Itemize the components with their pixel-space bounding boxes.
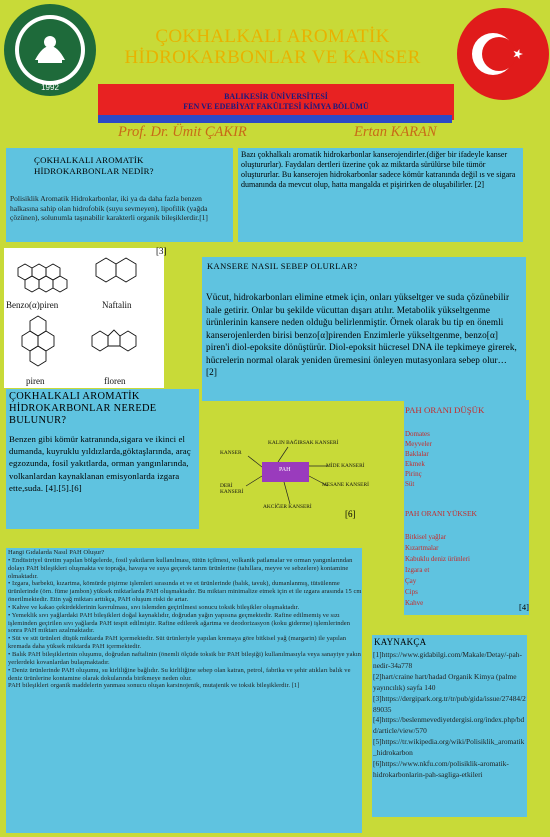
low-item: Domates (405, 430, 430, 438)
high-item: Bitkisel yağlar (405, 533, 447, 541)
reference-item[interactable]: [1]https://www.gidabilgi.com/Makale/Detay/-pah-nedir-34a778 (373, 650, 522, 670)
label-pyrene: piren (26, 376, 45, 386)
banner-stripe (98, 115, 452, 123)
section-what-is-pah (6, 148, 233, 242)
bullet-item: • Süt ve süt ürünleri düşük miktarda PAH içermektedir. Süt ürünleriyle yapılan kremaya göre bitkisel yağ (margarin) ile yapılan kremada daha yüksek miktarda PAH içermektedir. (8, 635, 347, 651)
high-item: Çay (405, 577, 417, 585)
low-item: Pirinç (405, 470, 422, 478)
section-food-formation (6, 548, 362, 833)
section-heading: ÇOKHALKALI AROMATİK HİDROKARBONLAR NEREDE BULUNUR? (9, 391, 157, 426)
references-heading: KAYNAKÇA (374, 637, 427, 647)
section-pah-levels (404, 400, 529, 615)
bullet-item: • Yemeklik sıvı yağlardaki PAH bileşikleri doğal kaynaklıdır, doğrudan yağın yapısına geçmektedir. Rafine edilmemiş ve sızı işleminden geçirilen sıvı yağlarda PAH tespit edilmiştir. Rafine edilerek ağartma ve deodorizasyon (koku giderme) işlemlerinden sonra PAH miktarı azalmaktadır. (8, 611, 351, 635)
label-skin-cancer: DERİ KANSERİ (220, 483, 244, 495)
label-cancer: KANSER (220, 450, 242, 456)
citation: [4].[5].[6] (45, 482, 82, 493)
section-heading (34, 155, 154, 177)
low-item: Baklalar (405, 450, 429, 458)
section-heading: KANSERE NASIL SEBEP OLURLAR? (207, 261, 358, 271)
body-text: PAH bileşikleri organik maddelerin yanması sonucu oluşan karsinojenik, mutajenik ve toksik bileşiklerdir. (8, 682, 290, 690)
molecule-structures (4, 248, 164, 388)
label-lung-cancer: AKCİĞER KANSERİ (263, 504, 312, 510)
molecule-citation: [3] (156, 246, 167, 256)
label-stomach-cancer: MİDE KANSERİ (326, 463, 365, 469)
molecule-drawings (4, 248, 164, 388)
high-item: Izgara et (405, 566, 430, 574)
author-student: Ertan KARAN (354, 124, 437, 140)
title-line-1: ÇOKHALKALI AROMATİK (155, 26, 390, 47)
reference-item[interactable]: [5]https://tr.wikipedia.org/wiki/Polisiklik_aromatik_hidrokarbon (373, 737, 525, 758)
high-item: Kabuklu deniz ürünleri (405, 555, 470, 563)
heading-line-1: ÇOKHALKALI AROMATİK (34, 155, 144, 165)
body-text: Polisiklik Aromatik Hidrokarbonlar, iki ya da daha fazla benzen halkasına sahip olan hidrofobik (suyu sevmeyen), lipofilik (yağda çözünen), solunumla taşınabilir karakterli organik bileşiklerdir. (10, 194, 208, 222)
label-colon-cancer: KALIN BAĞIRSAK KANSERİ (268, 440, 339, 446)
section-text (8, 549, 362, 690)
citation: [1] (291, 682, 300, 690)
high-item: Kahve (405, 599, 424, 607)
reference-item[interactable]: [3]https://dergipark.org.tr/tr/pub/gida/issue/27484/289035 (373, 693, 526, 714)
reference-item[interactable]: [4]https://beslenmevediyetdergisi.org/index.php/bdd/article/view/570 (373, 715, 525, 736)
author-professor: Prof. Dr. Ümit ÇAKIR (118, 124, 247, 140)
citation: [2] (206, 367, 218, 377)
references-list (373, 650, 527, 781)
label-bladder-cancer: MESANE KANSERİ (322, 482, 369, 488)
section-text (241, 150, 521, 190)
reference-item[interactable]: [6]https://www.nkfu.com/polisiklik-aromatik-hidrokarbonlarin-pah-sagliga-etkileri (373, 759, 509, 779)
university-logo (2, 2, 98, 98)
label-fluorene: floren (104, 376, 126, 386)
pah-levels-citation: [4] (519, 602, 529, 612)
diagram-citation: [6] (345, 509, 356, 519)
university-name: BALIKESİR ÜNİVERSİTESİ (224, 92, 328, 101)
pah-cancer-diagram (218, 436, 383, 520)
heading-line-2: HİDROKARBONLAR NEDİR? (34, 166, 154, 176)
turkish-flag (455, 6, 550, 102)
body-text: Benzen gibi kömür katranında,sigara ve ikinci el dumanda, kuyruklu yıldızlarda,göktaşlarında, araç egzozunda, fosil yakıtlarda, orman yangınlarında, volkanlardan kaynaklanan emisyonlarda izgara ette,suda. (9, 434, 191, 493)
low-pah-heading: PAH ORANI DÜŞÜK (405, 405, 485, 415)
low-item: Süt (405, 480, 415, 488)
bullet-item: • Deniz ürünlerinde PAH oluşumu, su kirliliğine bağlıdır. Su kirliliğine sebep olan katran, petrol, fabrika ve şehir atıkları balık ve deniz ürünlerine kontamine olarak dokularında birikmeye neden olur. (8, 666, 351, 682)
reference-item: [2]hart/craine hart/hadad Organik Kimya (palme yayıncılık) sayfa 140 (373, 671, 517, 692)
title-line-2: HİDROKARBONLAR VE KANSER (124, 47, 421, 68)
body-text: Bazı çokhalkalı aromatik hidrokarbonlar kanserojendirler.(diğer bir ifadeyle kanser oluştururlar). Faydaları dertleri üzerine çok az miktarda sürülürse bile tümör oluştururlar. Bu kanserojen hidrokarbonlar sadece kömür katranında değil ıs ve sigara dumanında da mevcut olup, hatta mangalda et pişirirken de oluşabilirler. (241, 150, 516, 189)
section-where-found (6, 389, 199, 529)
high-item: Kızartmalar (405, 544, 439, 552)
high-item: Cips (405, 588, 418, 596)
bullet-item: • Kahve ve kakao çekirdeklerinin kavrulması, sıvı islemden geçirilmesi sonucu toksik bileşikler oluşmaktadır. (8, 603, 300, 611)
diagram-center: PAH (279, 467, 291, 473)
high-pah-heading: PAH ORANI YÜKSEK (405, 509, 477, 518)
citation: [2] (474, 180, 485, 189)
citation: [1] (199, 213, 208, 222)
section-references (372, 635, 527, 817)
bullet-item: • Endüstriyel üretim yapılan bölgelerde, fosil yakıtların kullanılması, tütün içilmesi, volkanik patlamalar ve orman yangınlarından dolayı PAH bileşikleri oluşmakta ve toprağa, havaya ve suya geçerek tarım ürünlerine (tahıllara, meyve ve sebzelere) kontamine olmaktadır. (8, 556, 353, 580)
svg-text:1992: 1992 (41, 83, 59, 92)
low-item: Ekmek (405, 460, 425, 468)
body-text: Vücut, hidrokarbonları elimine etmek için, onları yükseltger ve suda çözünebilir hale getirir. Onlar bu şekilde vücuttan dışarı atılır. Metabolik yükseltgenme ürünlerinin kansere neden olduğu belirlenmiştir. Örnek olarak bu tip en önemli kanserojenlerden birisi benzo[α]pirenden Enzimlerle yükseltgenme, benzo[α] piren'i diol-epoksite dönüştürür. Diol-epoksit hücresel DNA ile tepkimeye girerek, hücrelerin normal olarak yeniden üremesini önleyen mutasyonlara sebep olur… (206, 292, 517, 365)
section-text (9, 433, 199, 494)
label-naphthalene: Naftalin (102, 300, 132, 310)
bullet-item: • Balık PAH bileşiklerinin oluşumu, doğrudan naftalinin (önemli ölçüde toksik bir PAH bileşiği) kullanılmasıyla veya sanayiye yakın yerlerdeki kovanlardan bulaşmaktadır. (8, 650, 361, 666)
section-text (206, 291, 524, 379)
section-how-cause-cancer (202, 257, 526, 401)
section-heading: Hangi Gıdalarda Nasıl PAH Oluşur? (8, 549, 105, 556)
faculty-name: FEN VE EDEBİYAT FAKÜLTESİ KİMYA BÖLÜMÜ (183, 102, 369, 111)
section-carcinogen-info (238, 148, 523, 242)
closing-text (8, 682, 362, 690)
low-item: Meyveler (405, 440, 432, 448)
poster-title (100, 26, 445, 68)
bullet-item: • Izgara, barbekü, kızartma, kömürde pişirme işlemleri sırasında et ve et ürünlerinde (balık, tavuk), dumanlanmış, tütsülenme ürünlerinde (örn. füme jambon) yüksek miktarlarda PAH oluşmaktadır. Bu miktarı minimalize etmek için et ile ızgara arasında 15 cm önerilmektedir. Etin yağ miktarı arttıkça, PAH oluşum riski de artar. (8, 580, 362, 604)
label-benzopyrene: Benzo(α)piren (6, 300, 59, 310)
section-text (10, 194, 232, 223)
